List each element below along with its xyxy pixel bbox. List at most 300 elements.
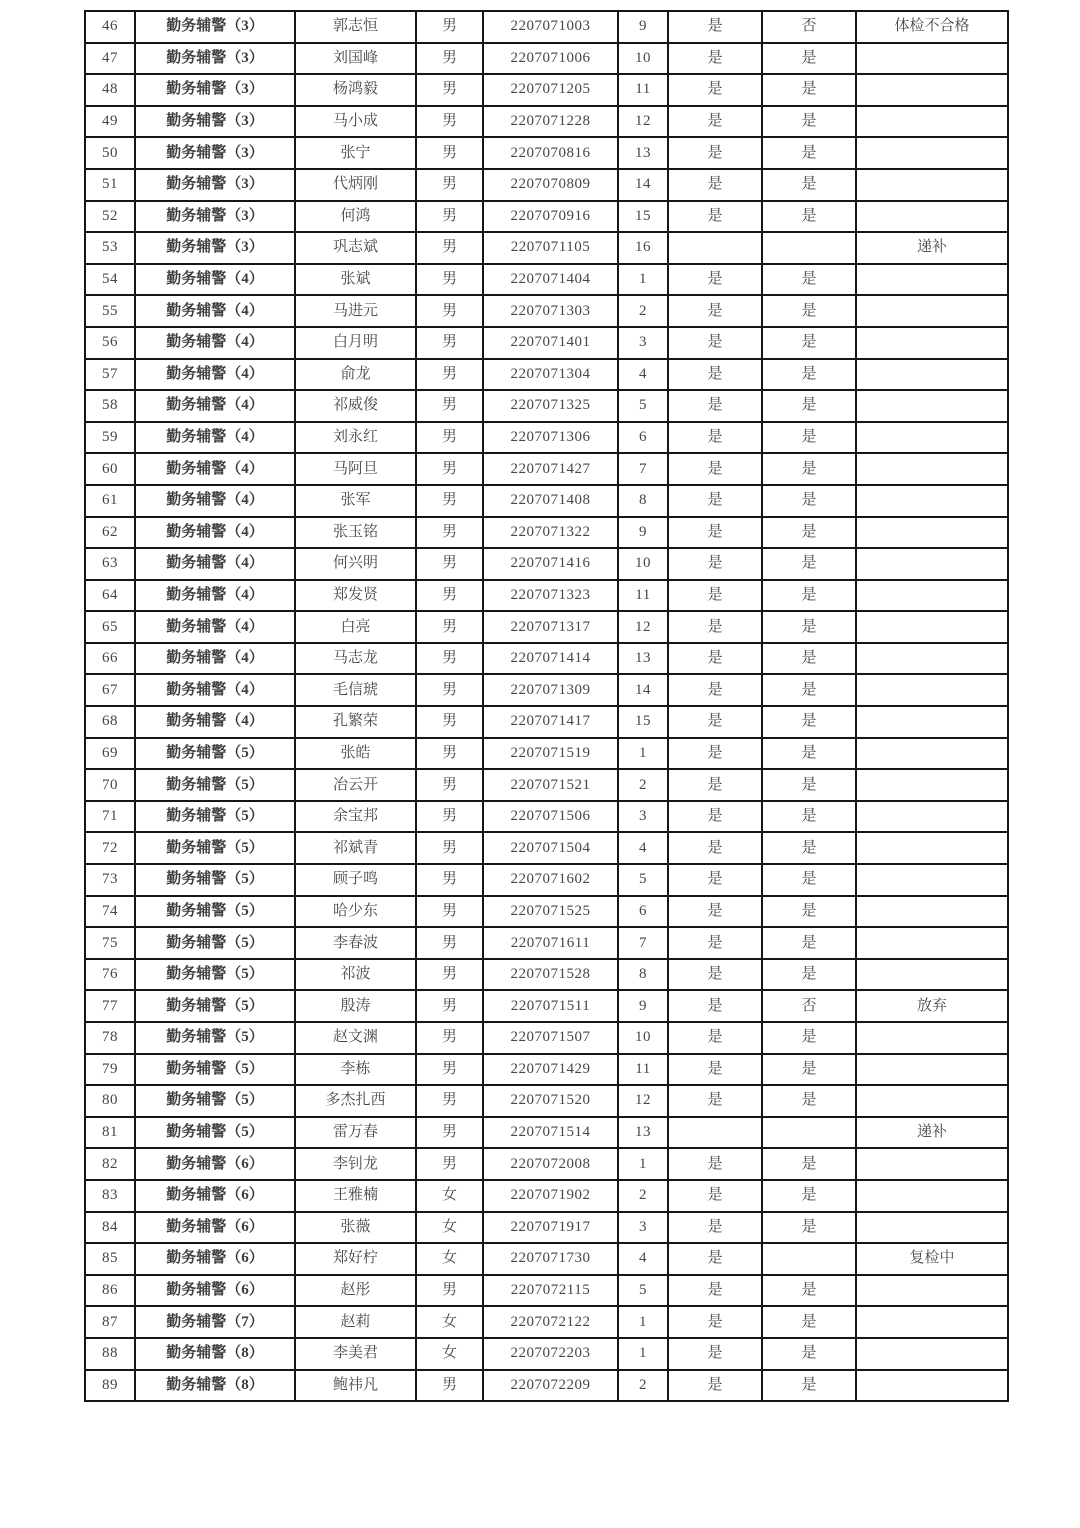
cell-name: 张皓	[295, 738, 416, 770]
cell-position: 勤务辅警（5）	[135, 927, 295, 959]
cell-position: 勤务辅警（3）	[135, 232, 295, 264]
table-row	[85, 11, 1008, 43]
cell-name: 马志龙	[295, 643, 416, 675]
cell-rank: 4	[618, 832, 668, 864]
cell-rank: 16	[618, 232, 668, 264]
cell-rank: 4	[618, 1243, 668, 1275]
cell-remark	[856, 769, 1008, 801]
cell-gender: 男	[416, 11, 483, 43]
cell-qualified-flag: 是	[762, 706, 856, 738]
cell-position: 勤务辅警（4）	[135, 643, 295, 675]
cell-exam-number: 2207071228	[483, 106, 618, 138]
cell-rank: 14	[618, 169, 668, 201]
cell-qualified-flag: 是	[668, 327, 762, 359]
cell-remark	[856, 643, 1008, 675]
cell-qualified-flag: 是	[668, 643, 762, 675]
cell-qualified-flag: 是	[668, 1338, 762, 1370]
cell-gender: 女	[416, 1180, 483, 1212]
cell-rank: 8	[618, 959, 668, 991]
cell-exam-number: 2207072209	[483, 1370, 618, 1402]
cell-remark	[856, 422, 1008, 454]
cell-rank: 7	[618, 927, 668, 959]
cell-name: 郭志恒	[295, 11, 416, 43]
cell-rank: 14	[618, 674, 668, 706]
cell-qualified-flag: 是	[668, 1370, 762, 1402]
cell-exam-number: 2207071309	[483, 674, 618, 706]
cell-name: 张军	[295, 485, 416, 517]
table-row	[85, 832, 1008, 864]
cell-gender: 男	[416, 74, 483, 106]
cell-remark: 递补	[856, 1117, 1008, 1149]
table-row	[85, 359, 1008, 391]
cell-name: 张玉铭	[295, 517, 416, 549]
table-row	[85, 896, 1008, 928]
cell-rank: 10	[618, 548, 668, 580]
table-row	[85, 959, 1008, 991]
cell-serial-number: 61	[85, 485, 135, 517]
cell-exam-number: 2207071504	[483, 832, 618, 864]
cell-rank: 3	[618, 1212, 668, 1244]
cell-qualified-flag: 是	[668, 264, 762, 296]
table-row	[85, 1275, 1008, 1307]
cell-gender: 女	[416, 1243, 483, 1275]
cell-qualified-flag: 是	[762, 832, 856, 864]
cell-qualified-flag: 是	[668, 201, 762, 233]
table-row	[85, 106, 1008, 138]
cell-gender: 男	[416, 1117, 483, 1149]
cell-exam-number: 2207071429	[483, 1054, 618, 1086]
cell-name: 代炳刚	[295, 169, 416, 201]
cell-rank: 13	[618, 1117, 668, 1149]
cell-exam-number: 2207072203	[483, 1338, 618, 1370]
cell-rank: 13	[618, 643, 668, 675]
cell-gender: 男	[416, 485, 483, 517]
cell-qualified-flag: 是	[762, 485, 856, 517]
cell-exam-number: 2207071304	[483, 359, 618, 391]
cell-exam-number: 2207071519	[483, 738, 618, 770]
cell-gender: 男	[416, 517, 483, 549]
cell-serial-number: 80	[85, 1085, 135, 1117]
cell-name: 顾子鸣	[295, 864, 416, 896]
cell-serial-number: 53	[85, 232, 135, 264]
cell-rank: 3	[618, 327, 668, 359]
cell-position: 勤务辅警（5）	[135, 864, 295, 896]
cell-remark	[856, 1338, 1008, 1370]
cell-qualified-flag: 是	[762, 1180, 856, 1212]
cell-serial-number: 78	[85, 1022, 135, 1054]
cell-gender: 女	[416, 1338, 483, 1370]
cell-qualified-flag: 是	[668, 359, 762, 391]
table-row	[85, 295, 1008, 327]
recruitment-result-table	[84, 10, 1009, 1402]
cell-rank: 2	[618, 769, 668, 801]
cell-name: 祁威俊	[295, 390, 416, 422]
cell-serial-number: 74	[85, 896, 135, 928]
cell-exam-number: 2207072008	[483, 1148, 618, 1180]
cell-rank: 9	[618, 11, 668, 43]
cell-name: 雷万春	[295, 1117, 416, 1149]
table-row	[85, 137, 1008, 169]
cell-position: 勤务辅警（6）	[135, 1212, 295, 1244]
cell-serial-number: 87	[85, 1306, 135, 1338]
table-row	[85, 1148, 1008, 1180]
cell-position: 勤务辅警（5）	[135, 832, 295, 864]
cell-serial-number: 89	[85, 1370, 135, 1402]
cell-rank: 1	[618, 738, 668, 770]
cell-qualified-flag: 是	[668, 990, 762, 1022]
cell-gender: 男	[416, 1054, 483, 1086]
cell-position: 勤务辅警（4）	[135, 517, 295, 549]
cell-name: 多杰扎西	[295, 1085, 416, 1117]
cell-qualified-flag: 是	[668, 769, 762, 801]
cell-position: 勤务辅警（3）	[135, 169, 295, 201]
cell-remark	[856, 359, 1008, 391]
cell-exam-number: 2207070916	[483, 201, 618, 233]
table-row	[85, 1370, 1008, 1402]
cell-gender: 男	[416, 864, 483, 896]
cell-qualified-flag: 是	[668, 390, 762, 422]
cell-qualified-flag: 是	[668, 517, 762, 549]
table-row	[85, 1085, 1008, 1117]
cell-position: 勤务辅警（5）	[135, 769, 295, 801]
cell-qualified-flag: 是	[668, 832, 762, 864]
cell-position: 勤务辅警（3）	[135, 11, 295, 43]
cell-serial-number: 46	[85, 11, 135, 43]
cell-remark	[856, 580, 1008, 612]
cell-qualified-flag	[762, 1117, 856, 1149]
cell-gender: 男	[416, 264, 483, 296]
cell-name: 祁斌青	[295, 832, 416, 864]
cell-serial-number: 85	[85, 1243, 135, 1275]
cell-serial-number: 79	[85, 1054, 135, 1086]
cell-exam-number: 2207071417	[483, 706, 618, 738]
cell-rank: 10	[618, 43, 668, 75]
cell-exam-number: 2207071917	[483, 1212, 618, 1244]
cell-serial-number: 66	[85, 643, 135, 675]
cell-qualified-flag: 是	[762, 674, 856, 706]
cell-gender: 男	[416, 896, 483, 928]
cell-qualified-flag: 是	[762, 896, 856, 928]
cell-remark	[856, 327, 1008, 359]
cell-position: 勤务辅警（3）	[135, 74, 295, 106]
cell-position: 勤务辅警（6）	[135, 1148, 295, 1180]
cell-qualified-flag: 是	[762, 43, 856, 75]
cell-remark: 递补	[856, 232, 1008, 264]
cell-qualified-flag: 是	[762, 580, 856, 612]
cell-position: 勤务辅警（4）	[135, 611, 295, 643]
cell-position: 勤务辅警（4）	[135, 485, 295, 517]
table-row	[85, 1180, 1008, 1212]
cell-name: 张宁	[295, 137, 416, 169]
cell-gender: 男	[416, 548, 483, 580]
cell-position: 勤务辅警（4）	[135, 706, 295, 738]
cell-name: 马小成	[295, 106, 416, 138]
table-row	[85, 990, 1008, 1022]
cell-gender: 男	[416, 43, 483, 75]
result-table-container	[84, 10, 1009, 1402]
cell-remark: 放弃	[856, 990, 1008, 1022]
table-row	[85, 1054, 1008, 1086]
cell-remark	[856, 1054, 1008, 1086]
cell-gender: 男	[416, 990, 483, 1022]
table-row	[85, 738, 1008, 770]
cell-qualified-flag: 是	[762, 295, 856, 327]
cell-remark	[856, 295, 1008, 327]
cell-serial-number: 55	[85, 295, 135, 327]
cell-qualified-flag: 是	[762, 801, 856, 833]
cell-gender: 男	[416, 738, 483, 770]
cell-serial-number: 69	[85, 738, 135, 770]
cell-name: 李春波	[295, 927, 416, 959]
cell-remark	[856, 548, 1008, 580]
cell-exam-number: 2207071525	[483, 896, 618, 928]
cell-exam-number: 2207071322	[483, 517, 618, 549]
cell-qualified-flag: 是	[668, 548, 762, 580]
table-row	[85, 769, 1008, 801]
cell-qualified-flag: 是	[668, 1085, 762, 1117]
cell-rank: 2	[618, 1180, 668, 1212]
cell-qualified-flag: 是	[762, 453, 856, 485]
cell-qualified-flag: 是	[762, 390, 856, 422]
table-row	[85, 453, 1008, 485]
cell-rank: 13	[618, 137, 668, 169]
cell-gender: 男	[416, 674, 483, 706]
cell-qualified-flag: 是	[668, 1212, 762, 1244]
cell-position: 勤务辅警（4）	[135, 674, 295, 706]
cell-rank: 15	[618, 201, 668, 233]
cell-qualified-flag: 是	[762, 327, 856, 359]
cell-gender: 男	[416, 1022, 483, 1054]
cell-qualified-flag	[762, 232, 856, 264]
cell-position: 勤务辅警（4）	[135, 327, 295, 359]
cell-remark	[856, 390, 1008, 422]
cell-qualified-flag: 是	[762, 1148, 856, 1180]
cell-serial-number: 68	[85, 706, 135, 738]
cell-qualified-flag: 是	[668, 106, 762, 138]
cell-remark	[856, 1275, 1008, 1307]
cell-position: 勤务辅警（8）	[135, 1370, 295, 1402]
cell-exam-number: 2207071003	[483, 11, 618, 43]
cell-name: 马进元	[295, 295, 416, 327]
cell-rank: 8	[618, 485, 668, 517]
cell-rank: 12	[618, 106, 668, 138]
cell-remark	[856, 106, 1008, 138]
cell-qualified-flag: 是	[762, 1022, 856, 1054]
cell-exam-number: 2207071427	[483, 453, 618, 485]
cell-qualified-flag: 是	[762, 927, 856, 959]
cell-rank: 7	[618, 453, 668, 485]
cell-remark	[856, 43, 1008, 75]
cell-rank: 10	[618, 1022, 668, 1054]
table-row	[85, 611, 1008, 643]
cell-serial-number: 52	[85, 201, 135, 233]
cell-qualified-flag: 是	[762, 1054, 856, 1086]
cell-remark	[856, 674, 1008, 706]
cell-exam-number: 2207071306	[483, 422, 618, 454]
cell-remark	[856, 706, 1008, 738]
cell-gender: 男	[416, 611, 483, 643]
cell-remark	[856, 801, 1008, 833]
cell-gender: 男	[416, 706, 483, 738]
cell-serial-number: 51	[85, 169, 135, 201]
cell-qualified-flag: 是	[762, 1275, 856, 1307]
cell-rank: 5	[618, 864, 668, 896]
cell-rank: 1	[618, 1338, 668, 1370]
cell-exam-number: 2207071528	[483, 959, 618, 991]
cell-rank: 9	[618, 990, 668, 1022]
cell-qualified-flag: 是	[762, 422, 856, 454]
cell-qualified-flag: 是	[668, 485, 762, 517]
cell-gender: 男	[416, 106, 483, 138]
cell-qualified-flag	[668, 1117, 762, 1149]
cell-exam-number: 2207071902	[483, 1180, 618, 1212]
cell-serial-number: 59	[85, 422, 135, 454]
cell-rank: 4	[618, 359, 668, 391]
table-body	[85, 11, 1008, 1401]
cell-rank: 1	[618, 1306, 668, 1338]
cell-gender: 男	[416, 422, 483, 454]
cell-position: 勤务辅警（5）	[135, 738, 295, 770]
cell-qualified-flag: 否	[762, 990, 856, 1022]
table-row	[85, 1022, 1008, 1054]
table-row	[85, 674, 1008, 706]
table-row	[85, 548, 1008, 580]
cell-qualified-flag: 是	[762, 769, 856, 801]
cell-rank: 2	[618, 1370, 668, 1402]
cell-qualified-flag: 是	[668, 1148, 762, 1180]
table-row	[85, 485, 1008, 517]
cell-exam-number: 2207071602	[483, 864, 618, 896]
cell-serial-number: 73	[85, 864, 135, 896]
cell-serial-number: 48	[85, 74, 135, 106]
cell-remark	[856, 169, 1008, 201]
cell-name: 白月明	[295, 327, 416, 359]
cell-name: 李美君	[295, 1338, 416, 1370]
cell-name: 鲍祎凡	[295, 1370, 416, 1402]
cell-name: 赵文渊	[295, 1022, 416, 1054]
cell-qualified-flag: 是	[668, 422, 762, 454]
cell-exam-number: 2207071520	[483, 1085, 618, 1117]
cell-rank: 15	[618, 706, 668, 738]
cell-qualified-flag	[668, 232, 762, 264]
cell-qualified-flag: 是	[668, 295, 762, 327]
cell-qualified-flag: 是	[762, 137, 856, 169]
cell-qualified-flag: 是	[668, 1054, 762, 1086]
cell-position: 勤务辅警（5）	[135, 896, 295, 928]
cell-qualified-flag: 是	[668, 453, 762, 485]
cell-qualified-flag: 是	[762, 74, 856, 106]
cell-qualified-flag: 是	[668, 738, 762, 770]
cell-position: 勤务辅警（5）	[135, 959, 295, 991]
cell-position: 勤务辅警（4）	[135, 295, 295, 327]
cell-exam-number: 2207070809	[483, 169, 618, 201]
cell-name: 刘永红	[295, 422, 416, 454]
table-row	[85, 422, 1008, 454]
table-row	[85, 643, 1008, 675]
cell-name: 李钊龙	[295, 1148, 416, 1180]
cell-qualified-flag: 是	[762, 738, 856, 770]
cell-qualified-flag: 是	[668, 1180, 762, 1212]
cell-serial-number: 56	[85, 327, 135, 359]
cell-qualified-flag: 是	[762, 611, 856, 643]
cell-name: 孔繁荣	[295, 706, 416, 738]
cell-gender: 男	[416, 643, 483, 675]
cell-serial-number: 72	[85, 832, 135, 864]
cell-position: 勤务辅警（5）	[135, 1022, 295, 1054]
table-row	[85, 927, 1008, 959]
cell-name: 郑发贤	[295, 580, 416, 612]
cell-position: 勤务辅警（7）	[135, 1306, 295, 1338]
cell-name: 巩志斌	[295, 232, 416, 264]
cell-exam-number: 2207071521	[483, 769, 618, 801]
cell-remark	[856, 1085, 1008, 1117]
cell-rank: 11	[618, 1054, 668, 1086]
cell-remark: 复检中	[856, 1243, 1008, 1275]
cell-rank: 6	[618, 896, 668, 928]
cell-rank: 1	[618, 1148, 668, 1180]
cell-exam-number: 2207071404	[483, 264, 618, 296]
cell-qualified-flag: 是	[668, 1275, 762, 1307]
cell-position: 勤务辅警（5）	[135, 801, 295, 833]
cell-qualified-flag: 是	[762, 864, 856, 896]
cell-remark	[856, 264, 1008, 296]
cell-gender: 女	[416, 1306, 483, 1338]
cell-exam-number: 2207071105	[483, 232, 618, 264]
cell-gender: 男	[416, 1370, 483, 1402]
cell-serial-number: 81	[85, 1117, 135, 1149]
cell-qualified-flag: 是	[762, 169, 856, 201]
cell-exam-number: 2207071611	[483, 927, 618, 959]
cell-qualified-flag: 是	[668, 801, 762, 833]
cell-qualified-flag: 是	[762, 1212, 856, 1244]
cell-gender: 男	[416, 359, 483, 391]
cell-serial-number: 50	[85, 137, 135, 169]
cell-serial-number: 88	[85, 1338, 135, 1370]
cell-remark	[856, 1022, 1008, 1054]
cell-name: 李栋	[295, 1054, 416, 1086]
cell-gender: 男	[416, 801, 483, 833]
cell-qualified-flag: 是	[668, 864, 762, 896]
cell-gender: 男	[416, 327, 483, 359]
cell-gender: 男	[416, 959, 483, 991]
table-row	[85, 264, 1008, 296]
cell-name: 白亮	[295, 611, 416, 643]
cell-serial-number: 54	[85, 264, 135, 296]
cell-remark	[856, 517, 1008, 549]
cell-remark	[856, 1370, 1008, 1402]
cell-position: 勤务辅警（4）	[135, 453, 295, 485]
table-row	[85, 1306, 1008, 1338]
cell-remark	[856, 74, 1008, 106]
cell-exam-number: 2207071730	[483, 1243, 618, 1275]
table-row	[85, 390, 1008, 422]
cell-serial-number: 70	[85, 769, 135, 801]
cell-name: 何鸿	[295, 201, 416, 233]
cell-qualified-flag: 是	[668, 169, 762, 201]
cell-exam-number: 2207071416	[483, 548, 618, 580]
cell-gender: 男	[416, 1148, 483, 1180]
cell-remark	[856, 201, 1008, 233]
cell-remark	[856, 137, 1008, 169]
cell-gender: 男	[416, 295, 483, 327]
cell-gender: 男	[416, 832, 483, 864]
cell-serial-number: 76	[85, 959, 135, 991]
cell-position: 勤务辅警（3）	[135, 106, 295, 138]
cell-serial-number: 67	[85, 674, 135, 706]
cell-position: 勤务辅警（5）	[135, 1054, 295, 1086]
cell-position: 勤务辅警（4）	[135, 264, 295, 296]
cell-remark	[856, 611, 1008, 643]
